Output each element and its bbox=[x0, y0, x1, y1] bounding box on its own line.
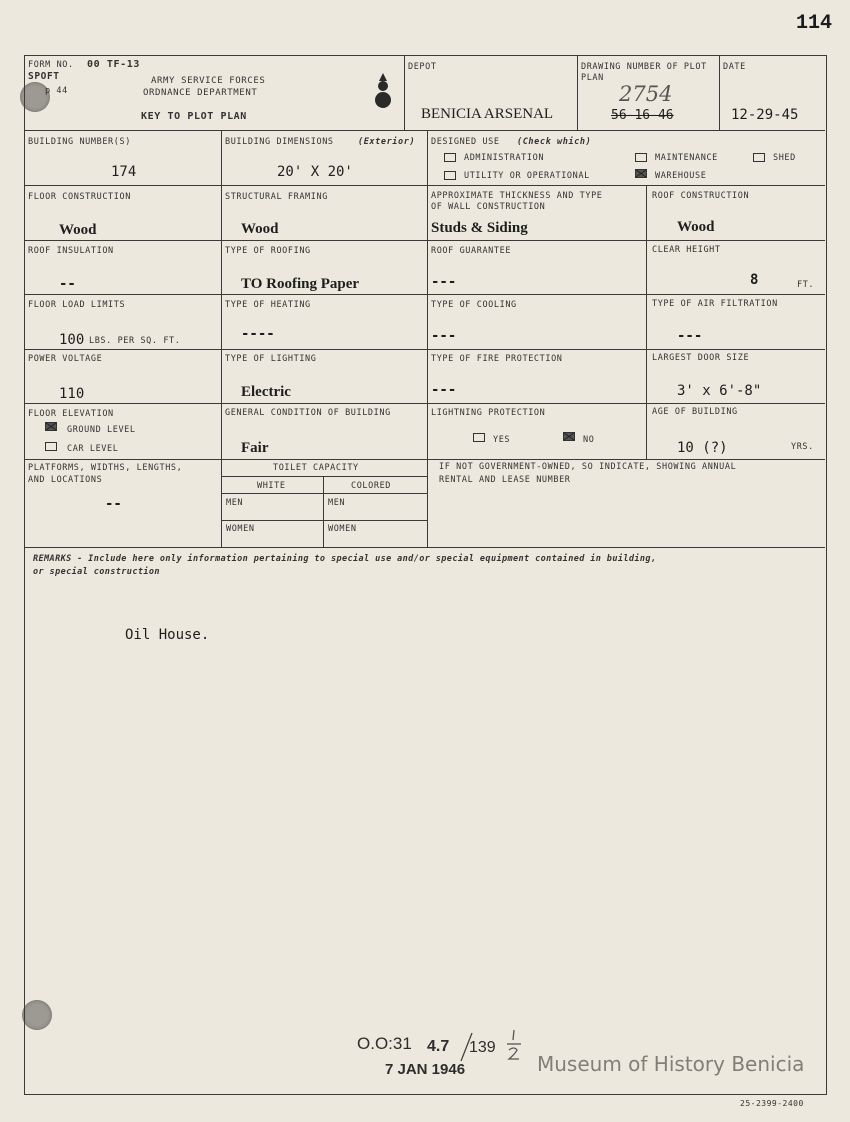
platforms-label-1: PLATFORMS, WIDTHS, LENGTHS, bbox=[28, 463, 183, 473]
lightning-yes-checkbox[interactable] bbox=[473, 433, 485, 442]
type-of-cooling-label: TYPE OF COOLING bbox=[431, 300, 517, 310]
form-no: 00 TF-13 bbox=[87, 59, 140, 70]
building-numbers-label: BUILDING NUMBER(S) bbox=[28, 137, 131, 147]
form-title: KEY TO PLOT PLAN bbox=[141, 111, 247, 122]
toilet-white-women-label: WOMEN bbox=[226, 524, 255, 534]
toilet-white-men-label: MEN bbox=[226, 498, 244, 508]
age-of-building-label: AGE OF BUILDING bbox=[652, 407, 738, 417]
government-owned-label-2: RENTAL AND LEASE NUMBER bbox=[439, 475, 571, 485]
building-number-value: 174 bbox=[111, 164, 137, 180]
remarks-text: Oil House. bbox=[125, 627, 210, 643]
stamp-ref-b: 4.7 bbox=[427, 1038, 450, 1055]
floor-load-value: 100 bbox=[59, 332, 85, 348]
lightning-protection-label: LIGHTNING PROTECTION bbox=[431, 408, 546, 418]
designed-use-label: DESIGNED USE bbox=[431, 137, 500, 147]
stamp-ref-c: 139 bbox=[469, 1039, 496, 1056]
age-unit: YRS. bbox=[791, 442, 814, 452]
spoft: SPOFT bbox=[28, 71, 60, 82]
floor-load-label: FLOOR LOAD LIMITS bbox=[28, 300, 126, 310]
administration-checkbox[interactable] bbox=[444, 153, 456, 162]
power-voltage-value: 110 bbox=[59, 386, 85, 402]
utility-checkbox[interactable] bbox=[444, 171, 456, 180]
government-owned-label-1: IF NOT GOVERNMENT-OWNED, SO INDICATE, SHOWING ANNUAL bbox=[439, 462, 737, 472]
ordnance-department: ORDNANCE DEPARTMENT bbox=[143, 88, 258, 98]
warehouse-checkbox-checked[interactable] bbox=[635, 169, 647, 178]
shed-label: SHED bbox=[773, 153, 796, 163]
dimensions-value: 20' X 20' bbox=[277, 164, 353, 180]
type-of-lighting-label: TYPE OF LIGHTING bbox=[225, 354, 317, 364]
clear-height-unit: FT. bbox=[797, 280, 815, 290]
roof-guarantee-label: ROOF GUARANTEE bbox=[431, 246, 512, 256]
type-of-roofing-label: TYPE OF ROOFING bbox=[225, 246, 311, 256]
toilet-colored-women-label: WOMEN bbox=[328, 524, 357, 534]
type-of-cooling-value: --- bbox=[431, 328, 457, 344]
lightning-no-label: NO bbox=[583, 435, 595, 445]
form-date: p 44 bbox=[45, 86, 68, 96]
depot-value: BENICIA ARSENAL bbox=[421, 106, 554, 122]
roof-insulation-label: ROOF INSULATION bbox=[28, 246, 114, 256]
ground-level-label: GROUND LEVEL bbox=[67, 425, 136, 435]
roof-construction-label: ROOF CONSTRUCTION bbox=[652, 191, 750, 201]
maintenance-checkbox[interactable] bbox=[635, 153, 647, 162]
remarks-label-1: REMARKS - Include here only information pertaining to special use and/or special equipment contained in building, bbox=[33, 554, 657, 564]
administration-label: ADMINISTRATION bbox=[464, 153, 545, 163]
floor-elevation-label: FLOOR ELEVATION bbox=[28, 409, 114, 419]
page-number: 114 bbox=[796, 12, 833, 35]
shed-checkbox[interactable] bbox=[753, 153, 765, 162]
utility-label: UTILITY OR OPERATIONAL bbox=[464, 171, 590, 181]
age-of-building-value: 10 (?) bbox=[677, 440, 728, 456]
drawing-number-label: DRAWING NUMBER OF PLOT PLAN bbox=[581, 62, 707, 83]
lightning-no-checkbox-checked[interactable] bbox=[563, 432, 575, 441]
type-of-heating-label: TYPE OF HEATING bbox=[225, 300, 311, 310]
floor-load-unit: LBS. PER SQ. FT. bbox=[89, 336, 181, 346]
platforms-value: -- bbox=[105, 496, 122, 512]
wall-label-1: APPROXIMATE THICKNESS AND TYPE bbox=[431, 191, 603, 201]
wall-label-2: OF WALL CONSTRUCTION bbox=[431, 202, 546, 212]
roof-insulation-value: -- bbox=[59, 276, 76, 292]
roof-construction-value: Wood bbox=[677, 219, 715, 235]
structural-framing-label: STRUCTURAL FRAMING bbox=[225, 192, 328, 202]
dimensions-label: BUILDING DIMENSIONS bbox=[225, 137, 334, 147]
fire-protection-value: --- bbox=[431, 382, 457, 398]
handwritten-half-mark bbox=[505, 1028, 523, 1062]
dimensions-exterior: (Exterior) bbox=[358, 137, 416, 147]
car-level-checkbox[interactable] bbox=[45, 442, 57, 451]
type-of-roofing-value: TO Roofing Paper bbox=[241, 276, 360, 292]
stamp-slash bbox=[457, 1031, 475, 1063]
stamp-date: 7 JAN 1946 bbox=[385, 1061, 466, 1078]
designed-use-note: (Check which) bbox=[517, 137, 592, 147]
platforms-label-2: AND LOCATIONS bbox=[28, 475, 103, 485]
toilet-colored-men-label: MEN bbox=[328, 498, 346, 508]
date-label: DATE bbox=[723, 62, 746, 72]
structural-framing-value: Wood bbox=[241, 221, 279, 237]
general-condition-label: GENERAL CONDITION OF BUILDING bbox=[225, 408, 391, 418]
remarks-label-2: or special construction bbox=[33, 567, 160, 577]
depot-label: DEPOT bbox=[408, 62, 437, 72]
air-filtration-label: TYPE OF AIR FILTRATION bbox=[652, 299, 778, 309]
ordnance-bomb-icon bbox=[373, 72, 393, 112]
toilet-capacity-label: TOILET CAPACITY bbox=[273, 463, 359, 473]
floor-construction-value: Wood bbox=[59, 222, 97, 238]
largest-door-label: LARGEST DOOR SIZE bbox=[652, 353, 750, 363]
stamp-ref-a: O.O:31 bbox=[357, 1034, 412, 1053]
largest-door-value: 3' x 6'-8" bbox=[677, 383, 762, 399]
lightning-yes-label: YES bbox=[493, 435, 511, 445]
type-of-heating-value: ---- bbox=[241, 326, 275, 342]
ground-level-checkbox-checked[interactable] bbox=[45, 422, 57, 431]
watermark: Museum of History Benicia bbox=[537, 1052, 805, 1076]
army-service-forces: ARMY SERVICE FORCES bbox=[151, 76, 266, 86]
roof-guarantee-value: --- bbox=[431, 274, 457, 290]
warehouse-label: WAREHOUSE bbox=[655, 171, 707, 181]
type-of-lighting-value: Electric bbox=[241, 384, 291, 400]
power-voltage-label: POWER VOLTAGE bbox=[28, 354, 103, 364]
general-condition-value: Fair bbox=[241, 440, 269, 456]
toilet-colored-label: COLORED bbox=[351, 481, 392, 491]
maintenance-label: MAINTENANCE bbox=[655, 153, 718, 163]
clear-height-label: CLEAR HEIGHT bbox=[652, 245, 721, 255]
wall-value: Studs & Siding bbox=[431, 220, 528, 236]
plot-plan-form bbox=[24, 55, 827, 1095]
clear-height-value: 8 bbox=[750, 272, 759, 288]
drawing-number-handwritten: 2754 bbox=[619, 82, 673, 106]
fire-protection-label: TYPE OF FIRE PROTECTION bbox=[431, 354, 563, 364]
air-filtration-value: --- bbox=[677, 328, 703, 344]
drawing-number-old: 56-16-46 bbox=[611, 108, 674, 123]
form-no-label: FORM NO. bbox=[28, 60, 74, 70]
footer-code: 25-2399-2400 bbox=[740, 1099, 804, 1108]
car-level-label: CAR LEVEL bbox=[67, 444, 119, 454]
date-value: 12-29-45 bbox=[731, 107, 799, 123]
floor-construction-label: FLOOR CONSTRUCTION bbox=[28, 192, 131, 202]
toilet-white-label: WHITE bbox=[257, 481, 286, 491]
